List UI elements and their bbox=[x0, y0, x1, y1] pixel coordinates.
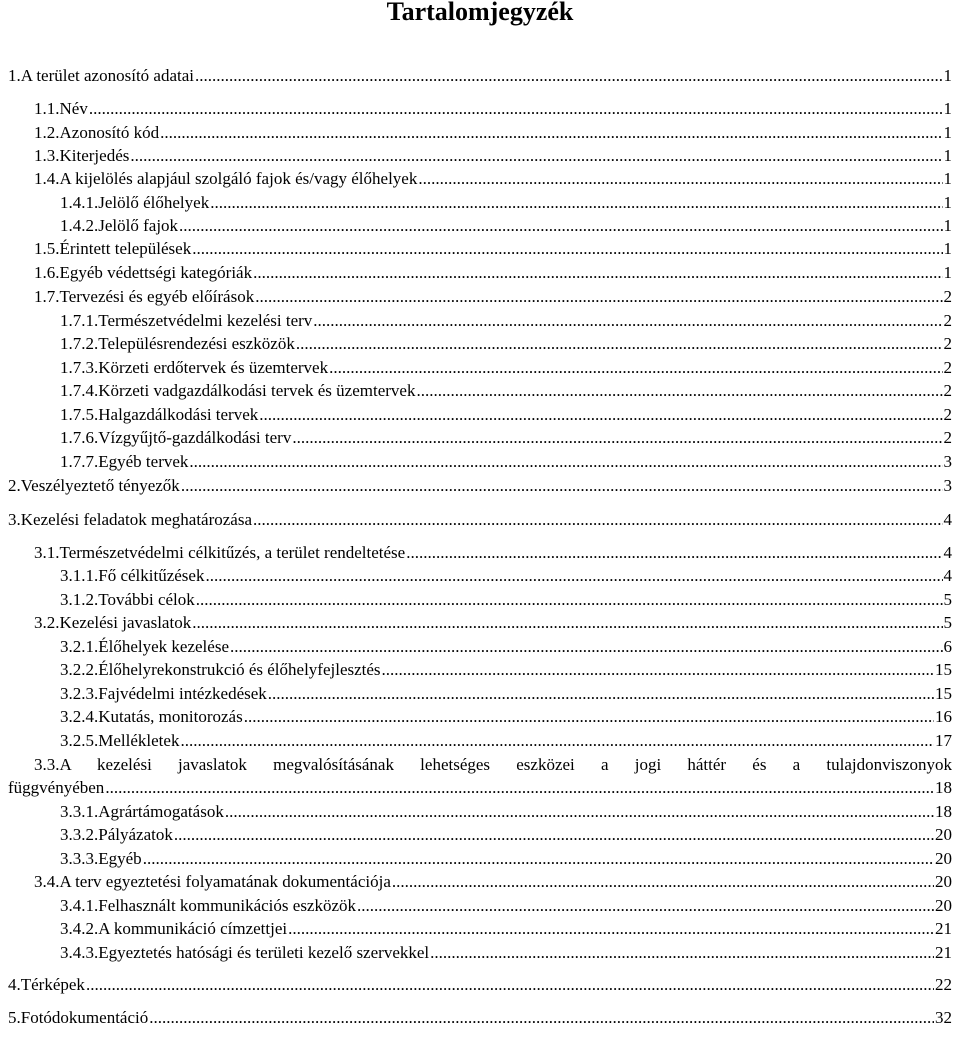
page-number: 1 bbox=[943, 169, 952, 188]
dot-leader bbox=[253, 261, 942, 284]
toc-entry-label: 1.7.3.Körzeti erdőtervek és üzemtervek bbox=[60, 358, 329, 377]
dot-leader bbox=[357, 894, 934, 917]
dot-leader bbox=[143, 847, 934, 870]
page-number: 2 bbox=[943, 311, 952, 330]
page-number: 1 bbox=[943, 239, 952, 258]
dot-leader bbox=[313, 309, 942, 332]
dot-leader bbox=[174, 823, 934, 846]
dot-leader bbox=[259, 403, 942, 426]
dot-leader bbox=[430, 941, 934, 964]
page-number: 6 bbox=[943, 637, 952, 656]
dot-leader bbox=[205, 564, 942, 587]
page-number: 2 bbox=[943, 381, 952, 400]
toc-entry[interactable] bbox=[0, 379, 960, 402]
dot-leader bbox=[329, 356, 942, 379]
dot-leader bbox=[210, 191, 942, 214]
toc-entry-label: 4.Térképek bbox=[8, 975, 85, 994]
dot-leader bbox=[292, 426, 942, 449]
page-number: 17 bbox=[935, 731, 952, 750]
page-number: 20 bbox=[935, 825, 952, 844]
toc-entry-label: 1.1.Név bbox=[34, 99, 88, 118]
toc-entry-label: 1.7.6.Vízgyűjtő-gazdálkodási terv bbox=[60, 428, 292, 447]
toc-entry[interactable] bbox=[0, 753, 960, 799]
page-number: 16 bbox=[935, 707, 952, 726]
dot-leader bbox=[244, 705, 934, 728]
toc-entry-label: 1.3.Kiterjedés bbox=[34, 146, 130, 165]
toc-entry[interactable] bbox=[0, 894, 960, 917]
toc-entry-label: 3.4.1.Felhasznált kommunikációs eszközök bbox=[60, 896, 357, 915]
toc-entry-label: 1.7.2.Településrendezési eszközök bbox=[60, 334, 295, 353]
toc-entry-label: 1.4.2.Jelölő fajok bbox=[60, 216, 179, 235]
toc-entry[interactable] bbox=[0, 611, 960, 634]
page-number: 18 bbox=[935, 802, 952, 821]
toc-entry-label-continuation: függvényében bbox=[8, 778, 105, 797]
page-number: 1 bbox=[943, 146, 952, 165]
dot-leader bbox=[255, 285, 942, 308]
page-number: 4 bbox=[943, 510, 952, 529]
dot-leader bbox=[149, 1006, 934, 1029]
toc-entry-label: 1.A terület azonosító adatai bbox=[8, 66, 194, 85]
toc-entry-label: 3.3.2.Pályázatok bbox=[60, 825, 173, 844]
page-number: 2 bbox=[943, 358, 952, 377]
toc-entry-label: 1.7.5.Halgazdálkodási tervek bbox=[60, 405, 259, 424]
page-number: 4 bbox=[943, 543, 952, 562]
toc-entry-label: 1.7.7.Egyéb tervek bbox=[60, 452, 189, 471]
toc-entry-label: 1.4.A kijelölés alapjául szolgáló fajok és/vagy élőhelyek bbox=[34, 169, 418, 188]
dot-leader bbox=[89, 97, 943, 120]
toc-entry-label: 3.4.2.A kommunikáció címzettjei bbox=[60, 919, 288, 938]
toc-entry[interactable] bbox=[0, 474, 960, 497]
dot-leader bbox=[192, 237, 942, 260]
toc-entry[interactable] bbox=[0, 237, 960, 260]
page-number: 21 bbox=[935, 919, 952, 938]
toc-entry[interactable] bbox=[0, 588, 960, 611]
page-number: 1 bbox=[943, 193, 952, 212]
page-number: 20 bbox=[935, 872, 952, 891]
dot-leader bbox=[196, 588, 943, 611]
dot-leader bbox=[416, 379, 942, 402]
toc-entry[interactable] bbox=[0, 973, 960, 996]
page-number: 1 bbox=[943, 66, 952, 85]
page-number: 2 bbox=[943, 405, 952, 424]
dot-leader bbox=[382, 658, 934, 681]
toc-entry[interactable] bbox=[0, 309, 960, 332]
page-number: 3 bbox=[943, 476, 952, 495]
toc-entry[interactable] bbox=[0, 403, 960, 426]
toc-entry-label: 3.3.1.Agrártámogatások bbox=[60, 802, 224, 821]
dot-leader bbox=[195, 64, 943, 87]
dot-leader bbox=[179, 214, 942, 237]
page-number: 1 bbox=[943, 216, 952, 235]
dot-leader bbox=[230, 635, 943, 658]
dot-leader bbox=[253, 508, 942, 531]
toc-entry-label: 3.2.1.Élőhelyek kezelése bbox=[60, 637, 229, 656]
page-number: 15 bbox=[935, 684, 952, 703]
toc-entry[interactable] bbox=[0, 508, 960, 531]
page-number: 1 bbox=[943, 99, 952, 118]
toc-entry-label: 1.4.1.Jelölő élőhelyek bbox=[60, 193, 210, 212]
toc-entry[interactable] bbox=[0, 450, 960, 473]
toc-entry-label: 3.4.A terv egyeztetési folyamatának dokumentációja bbox=[34, 872, 391, 891]
toc-entry-label: 1.7.1.Természetvédelmi kezelési terv bbox=[60, 311, 313, 330]
toc-entry[interactable] bbox=[0, 1006, 960, 1029]
toc-entry[interactable] bbox=[0, 870, 960, 893]
page-number: 1 bbox=[943, 263, 952, 282]
dot-leader bbox=[406, 541, 942, 564]
toc-entry[interactable] bbox=[0, 823, 960, 846]
dot-leader bbox=[296, 332, 943, 355]
toc-entry-label: 3.4.3.Egyeztetés hatósági és területi kezelő szervekkel bbox=[60, 943, 430, 962]
dot-leader bbox=[192, 611, 942, 634]
toc-entry[interactable] bbox=[0, 635, 960, 658]
toc-entry-label: 1.5.Érintett települések bbox=[34, 239, 192, 258]
dot-leader bbox=[130, 144, 942, 167]
page-number: 32 bbox=[935, 1008, 952, 1027]
toc-entry[interactable] bbox=[0, 941, 960, 964]
toc-entry-label: 3.2.4.Kutatás, monitorozás bbox=[60, 707, 243, 726]
page-number: 4 bbox=[943, 566, 952, 585]
toc-entry[interactable] bbox=[0, 917, 960, 940]
toc-entry[interactable] bbox=[0, 144, 960, 167]
toc-entry[interactable] bbox=[0, 285, 960, 308]
page-number: 1 bbox=[943, 123, 952, 142]
dot-leader bbox=[181, 474, 943, 497]
toc-entry-label: 3.1.Természetvédelmi célkitűzés, a terület rendeltetése bbox=[34, 543, 406, 562]
toc-entry[interactable] bbox=[0, 356, 960, 379]
toc-entry[interactable] bbox=[0, 167, 960, 190]
toc-entry-label: 3.1.1.Fő célkitűzések bbox=[60, 566, 205, 585]
toc-entry[interactable] bbox=[0, 332, 960, 355]
dot-leader bbox=[418, 167, 942, 190]
toc-entry-label: 3.3.3.Egyéb bbox=[60, 849, 142, 868]
toc-entry-label: 3.Kezelési feladatok meghatározása bbox=[8, 510, 253, 529]
toc-entry-label: 3.2.2.Élőhelyrekonstrukció és élőhelyfejlesztés bbox=[60, 660, 381, 679]
dot-leader bbox=[288, 917, 934, 940]
toc-entry-label: 1.6.Egyéb védettségi kategóriák bbox=[34, 263, 253, 282]
toc-entry[interactable] bbox=[0, 800, 960, 823]
page-number: 2 bbox=[943, 428, 952, 447]
page-number: 5 bbox=[943, 613, 952, 632]
toc-entry-label: 3.3.A kezelési javaslatok megvalósításának lehetséges eszközei a jogi háttér és a tulajdonviszonyok bbox=[34, 755, 952, 774]
toc-entry[interactable] bbox=[0, 729, 960, 752]
toc-entry[interactable] bbox=[0, 121, 960, 144]
page-number: 20 bbox=[935, 849, 952, 868]
toc-entry[interactable] bbox=[0, 658, 960, 681]
page-number: 21 bbox=[935, 943, 952, 962]
dot-leader bbox=[225, 800, 934, 823]
toc-entry-label: 1.7.Tervezési és egyéb előírások bbox=[34, 287, 255, 306]
dot-leader bbox=[180, 729, 934, 752]
page-number: 2 bbox=[943, 287, 952, 306]
page-number: 22 bbox=[935, 975, 952, 994]
toc-entry-label: 2.Veszélyeztető tényezők bbox=[8, 476, 180, 495]
toc-entry-label: 3.2.3.Fajvédelmi intézkedések bbox=[60, 684, 267, 703]
toc-entry[interactable] bbox=[0, 97, 960, 120]
toc-entry[interactable] bbox=[0, 682, 960, 705]
page-number: 2 bbox=[943, 334, 952, 353]
toc-entry[interactable] bbox=[0, 426, 960, 449]
dot-leader bbox=[392, 870, 934, 893]
page-number: 18 bbox=[935, 778, 952, 797]
toc-entry[interactable] bbox=[0, 564, 960, 587]
toc-entry[interactable] bbox=[0, 541, 960, 564]
page-number: 20 bbox=[935, 896, 952, 915]
toc-entry[interactable] bbox=[0, 705, 960, 728]
dot-leader bbox=[268, 682, 934, 705]
toc-entry-label: 3.2.Kezelési javaslatok bbox=[34, 613, 192, 632]
toc-entry[interactable] bbox=[0, 214, 960, 237]
page-title: Tartalomjegyzék bbox=[386, 0, 574, 26]
toc-entry-label: 3.2.5.Mellékletek bbox=[60, 731, 180, 750]
toc-entry[interactable] bbox=[0, 64, 960, 87]
toc-entry-label: 1.2.Azonosító kód bbox=[34, 123, 160, 142]
dot-leader bbox=[105, 776, 934, 799]
page-number: 15 bbox=[935, 660, 952, 679]
toc-entry[interactable] bbox=[0, 261, 960, 284]
toc-entry-label: 1.7.4.Körzeti vadgazdálkodási tervek és üzemtervek bbox=[60, 381, 416, 400]
dot-leader bbox=[189, 450, 942, 473]
toc-entry[interactable] bbox=[0, 847, 960, 870]
dot-leader bbox=[160, 121, 942, 144]
dot-leader bbox=[86, 973, 934, 996]
page-number: 3 bbox=[943, 452, 952, 471]
toc-entry[interactable] bbox=[0, 191, 960, 214]
toc-entry-label: 5.Fotódokumentáció bbox=[8, 1008, 149, 1027]
toc-entry-label: 3.1.2.További célok bbox=[60, 590, 195, 609]
page-number: 5 bbox=[943, 590, 952, 609]
